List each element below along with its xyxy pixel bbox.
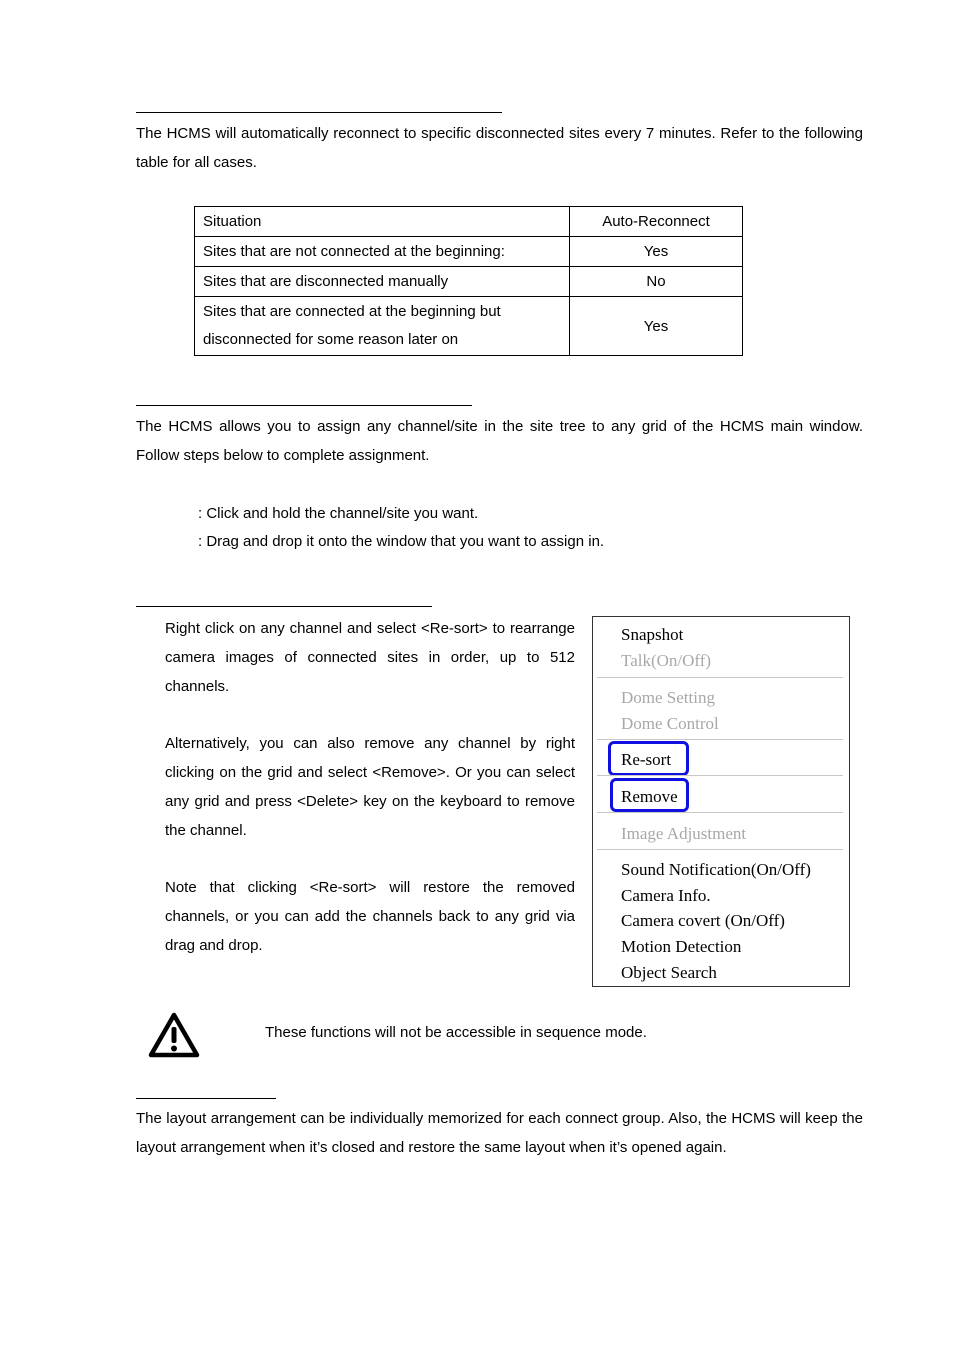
menu-item-snapshot[interactable]: Snapshot — [621, 625, 684, 644]
assign-step-2: : Drag and drop it onto the window that you want to assign in. — [198, 533, 605, 550]
table-cell: Sites that are disconnected manually — [195, 267, 570, 297]
table-cell: Sites that are connected at the beginning but disconnected for some reason later on — [195, 297, 570, 356]
reconnect-intro: The HCMS will automatically reconnect to specific disconnected sites every 7 minutes. Refer to the following table for all cases. — [136, 125, 863, 171]
table-header-row — [195, 207, 743, 237]
table-header-cell: Auto-Reconnect — [570, 207, 743, 237]
menu-item-dome-control: Dome Control — [621, 714, 719, 733]
menu-item-image-adjustment: Image Adjustment — [621, 824, 747, 843]
assign-intro: The HCMS allows you to assign any channel/site in the site tree to any grid of the HCMS main window. Follow steps below to complete assignment. — [136, 418, 863, 464]
menu-item-remove[interactable]: Remove — [621, 787, 678, 806]
menu-separator — [597, 849, 843, 850]
warning-note: These functions will not be accessible in sequence mode. — [265, 1024, 647, 1041]
menu-separator — [597, 739, 843, 740]
table-row — [195, 237, 743, 267]
resort-paragraph-1: Right click on any channel and select <Re-sort> to rearrange camera images of connected sites in order, up to 512 channels. — [165, 620, 575, 695]
section-heading-rule-reconnect — [136, 112, 502, 113]
menu-separator — [597, 677, 843, 678]
resort-paragraph-3: Note that clicking <Re-sort> will restore the removed channels, or you can add the channels back to any grid via drag and drop. — [165, 879, 575, 954]
warning-triangle-icon — [148, 1011, 200, 1059]
section-heading-rule-assign — [136, 405, 472, 406]
section-heading-rule-resort — [136, 606, 432, 607]
table-header-cell: Situation — [195, 207, 570, 237]
channel-context-menu — [592, 616, 850, 987]
table-row — [195, 267, 743, 297]
menu-separator — [597, 812, 843, 813]
table-row — [195, 297, 743, 356]
menu-item-motion-detection[interactable]: Motion Detection — [621, 937, 742, 956]
reconnect-table — [194, 206, 743, 356]
menu-item-re-sort[interactable]: Re-sort — [621, 750, 672, 769]
menu-item-dome-setting: Dome Setting — [621, 688, 715, 707]
menu-item-talk: Talk(On/Off) — [621, 651, 712, 670]
resort-paragraph-2: Alternatively, you can also remove any channel by right clicking on the grid and select <Remove>. Or you can select any grid and press <Delete> key on the keyboard to remove the channel. — [165, 735, 575, 839]
table-cell: Yes — [570, 297, 743, 356]
assign-step-1: : Click and hold the channel/site you want. — [198, 505, 479, 522]
menu-item-camera-info[interactable]: Camera Info. — [621, 886, 711, 905]
table-cell: Sites that are not connected at the beginning: — [195, 237, 570, 267]
layout-intro: The layout arrangement can be individually memorized for each connect group. Also, the HCMS will keep the layout arrangement when it’s closed and restore the same layout when it’s opened again. — [136, 1110, 863, 1156]
table-cell: No — [570, 267, 743, 297]
menu-item-camera-covert[interactable]: Camera covert (On/Off) — [621, 911, 785, 930]
table-cell: Yes — [570, 237, 743, 267]
section-heading-rule-layout — [136, 1098, 276, 1099]
menu-separator — [597, 775, 843, 776]
menu-item-sound-notification[interactable]: Sound Notification(On/Off) — [621, 860, 811, 879]
menu-item-object-search[interactable]: Object Search — [621, 963, 717, 982]
